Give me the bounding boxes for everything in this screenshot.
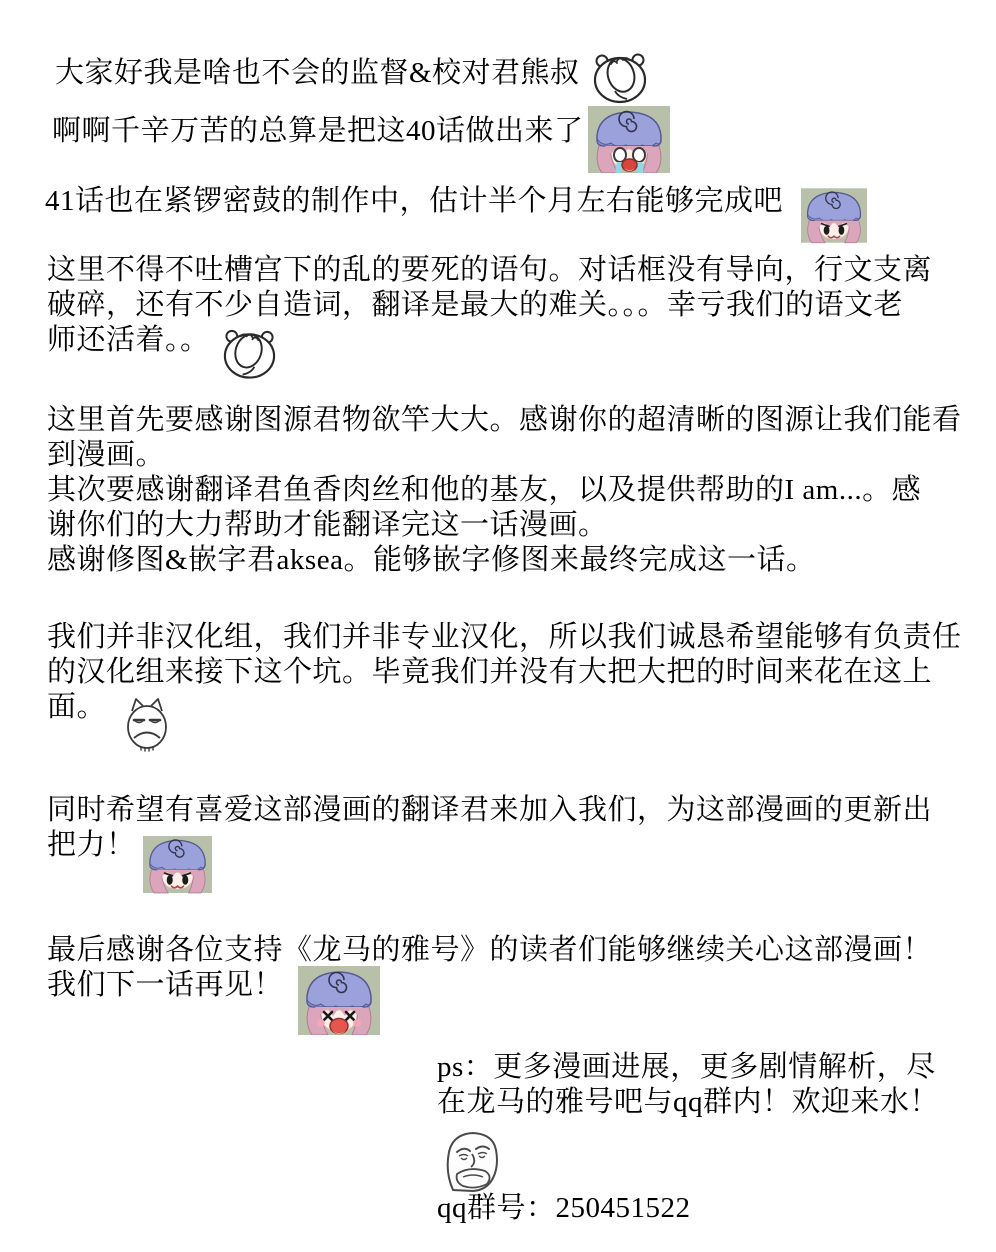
bear-facepalm-icon (221, 326, 278, 382)
sad-troll-icon (443, 1130, 500, 1192)
bear-facepalm-icon (591, 52, 649, 104)
text-line: 我们下一话再见！ (47, 969, 284, 1001)
paragraph-chapter40 (52, 114, 584, 149)
paragraph-thanks-translator (47, 473, 921, 543)
text-line: 把力！ (47, 829, 136, 861)
text-line: 其次要感谢翻译君鱼香肉丝和他的基友，以及提供帮助的I am...。感 (47, 474, 922, 506)
text-line: 这里首先要感谢图源君物欲竿大大。感谢你的超清晰的图源让我们能看 (47, 404, 962, 436)
paragraph-chapter41 (45, 184, 783, 219)
text-line: 的汉化组来接下这个坑。毕竟我们并没有大把大把的时间来花在这上 (47, 656, 933, 688)
paragraph-qq-number (437, 1191, 691, 1226)
text-line: 谢你们的大力帮助才能翻译完这一话漫画。 (47, 509, 608, 541)
paragraph-greeting (55, 56, 580, 91)
paragraph-complaint (47, 253, 932, 358)
text-line: 在龙马的雅号吧与qq群内！欢迎来水！ (437, 1086, 940, 1118)
text-line: 感谢修图&嵌字君aksea。能够嵌字修图来最终完成这一话。 (47, 544, 816, 576)
paragraph-closing (47, 933, 932, 1003)
text-line: 41话也在紧锣密鼓的制作中，估计半个月左右能够完成吧 (45, 185, 784, 217)
excited-girl-icon (298, 966, 380, 1035)
text-line: 破碎，还有不少自造词，翻译是最大的难关。。。幸亏我们的语文老 (47, 289, 904, 321)
text-line: 最后感谢各位支持《龙马的雅号》的读者们能够继续关心这部漫画！ (47, 934, 933, 966)
grumpy-cat-icon (121, 696, 173, 752)
qq-group-number: qq群号：250451522 (437, 1192, 691, 1224)
paragraph-disclaimer (47, 620, 962, 725)
paragraph-thanks-raw (47, 403, 962, 473)
text-line: 这里不得不吐槽宫下的乱的要死的语句。对话框没有导向，行文支离 (47, 254, 933, 286)
smug-girl-icon (801, 183, 867, 248)
crying-girl-icon (588, 106, 670, 173)
text-line: 我们并非汉化组，我们并非专业汉化，所以我们诚恳希望能够有负责任 (47, 621, 962, 653)
text-line: ps：更多漫画进展，更多剧情解析，尽 (437, 1051, 936, 1083)
text-line: 到漫画。 (47, 439, 166, 471)
text-line: 啊啊千辛万苦的总算是把这40话做出来了 (52, 115, 584, 147)
text-line: 大家好我是啥也不会的监督&校对君熊叔 (55, 57, 580, 89)
paragraph-ps (437, 1050, 939, 1120)
text-line: 面。 (47, 691, 107, 723)
text-line: 师还活着。。 (47, 324, 210, 356)
text-line: 同时希望有喜爱这部漫画的翻译君来加入我们，为这部漫画的更新出 (47, 794, 933, 826)
smug-girl-icon (143, 832, 212, 897)
paragraph-thanks-typesetter (47, 543, 815, 578)
